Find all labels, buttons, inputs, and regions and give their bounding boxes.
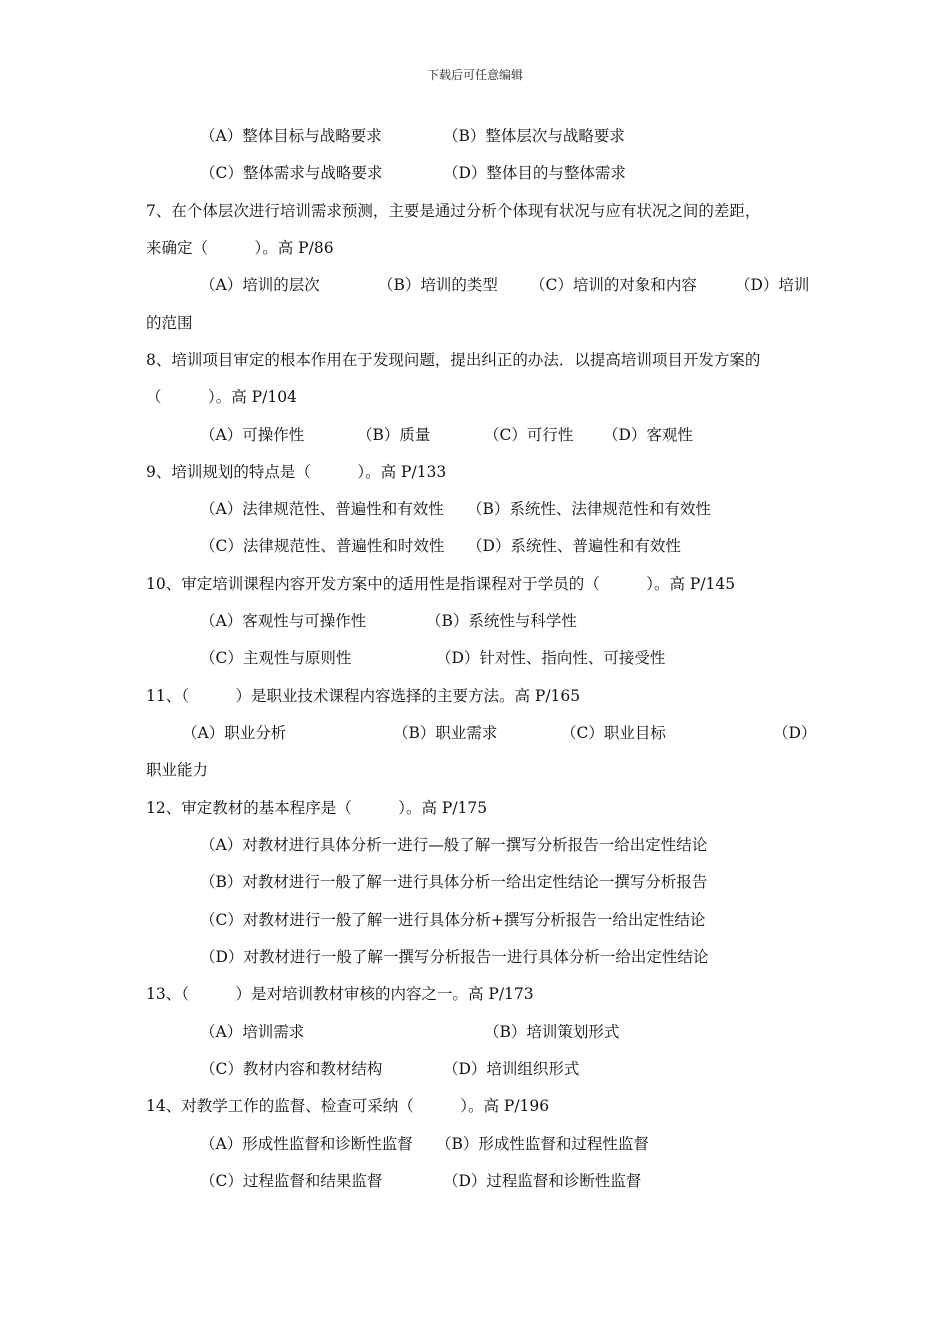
option-text: （D）系统性、普遍性和有效性	[467, 537, 681, 555]
question-line: 14、对教学工作的监督、检查可采纳（ ）。高 P/196	[146, 1097, 550, 1115]
option-text: （D）客观性	[603, 426, 693, 444]
question-line: （D）对教材进行一般了解一撰写分析报告一进行具体分析一给出定性结论	[200, 948, 709, 966]
option-text: （B）整体层次与战略要求	[443, 127, 625, 145]
option-text: （C）可行性	[484, 426, 574, 444]
option-text: （C）主观性与原则性	[200, 649, 352, 667]
option-text: （A）培训的层次	[200, 276, 320, 294]
option-text: （A）整体目标与战略要求	[200, 127, 382, 145]
option-text: （B）系统性与科学性	[426, 612, 577, 630]
option-text: （C）法律规范性、普遍性和时效性	[200, 537, 445, 555]
option-text: （A）客观性与可操作性	[200, 612, 367, 630]
option-text: （D）整体目的与整体需求	[443, 164, 626, 182]
option-text: （D）过程监督和诊断性监督	[443, 1172, 642, 1190]
question-line: 的范围	[146, 314, 193, 332]
option-text: （B）职业需求	[393, 724, 498, 742]
question-line: （A）对教材进行具体分析一进行—般了解一撰写分析报告一给出定性结论	[200, 836, 708, 854]
option-text: （A）培训需求	[200, 1023, 305, 1041]
question-line: 7、在个体层次进行培训需求预测，主要是通过分析个体现有状况与应有状况之间的差距，	[146, 202, 761, 220]
question-line: 11、（ ）是职业技术课程内容选择的主要方法。高 P/165	[146, 687, 581, 705]
option-text: （A）形成性监督和诊断性监督	[200, 1135, 413, 1153]
option-text: （B）质量	[357, 426, 431, 444]
question-line: （C）对教材进行一般了解一进行具体分析+撰写分析报告一给出定性结论	[200, 911, 706, 929]
question-line: 来确定（ ）。高 P/86	[146, 239, 334, 257]
option-text: （B）培训策划形式	[484, 1023, 620, 1041]
page-header: 下载后可任意编辑	[426, 68, 523, 82]
option-text: （C）整体需求与战略要求	[200, 164, 383, 182]
option-text: （D）培训	[735, 276, 810, 294]
question-line: 10、审定培训课程内容开发方案中的适用性是指课程对于学员的（ ）。高 P/145	[146, 575, 736, 593]
option-text: （B）培训的类型	[378, 276, 498, 294]
option-text: （A）可操作性	[200, 426, 305, 444]
option-text: （A）法律规范性、普遍性和有效性	[200, 500, 444, 518]
option-text: （C）培训的对象和内容	[530, 276, 697, 294]
option-text: （B）系统性、法律规范性和有效性	[467, 500, 711, 518]
question-line: 13、（ ）是对培训教材审核的内容之一。高 P/173	[146, 985, 534, 1003]
question-line: 9、培训规划的特点是（ ）。高 P/133	[146, 463, 447, 481]
option-text: （D）培训组织形式	[443, 1060, 580, 1078]
option-text: （C）职业目标	[561, 724, 666, 742]
option-text: （C）过程监督和结果监督	[200, 1172, 383, 1190]
question-line: （ ）。高 P/104	[146, 388, 297, 406]
option-text: （D）	[773, 724, 817, 742]
question-line: （B）对教材进行一般了解一进行具体分析一给出定性结论一撰写分析报告	[200, 873, 708, 891]
question-line: 12、审定教材的基本程序是（ ）。高 P/175	[146, 799, 488, 817]
option-text: （A）职业分析	[182, 724, 287, 742]
option-text: （B）形成性监督和过程性监督	[436, 1135, 649, 1153]
question-line: 职业能力	[146, 761, 209, 779]
question-line: 8、培训项目审定的根本作用在于发现问题，提出纠正的办法．以提高培训项目开发方案的	[146, 351, 761, 369]
option-text: （D）针对性、指向性、可接受性	[436, 649, 666, 667]
option-text: （C）教材内容和教材结构	[200, 1060, 383, 1078]
